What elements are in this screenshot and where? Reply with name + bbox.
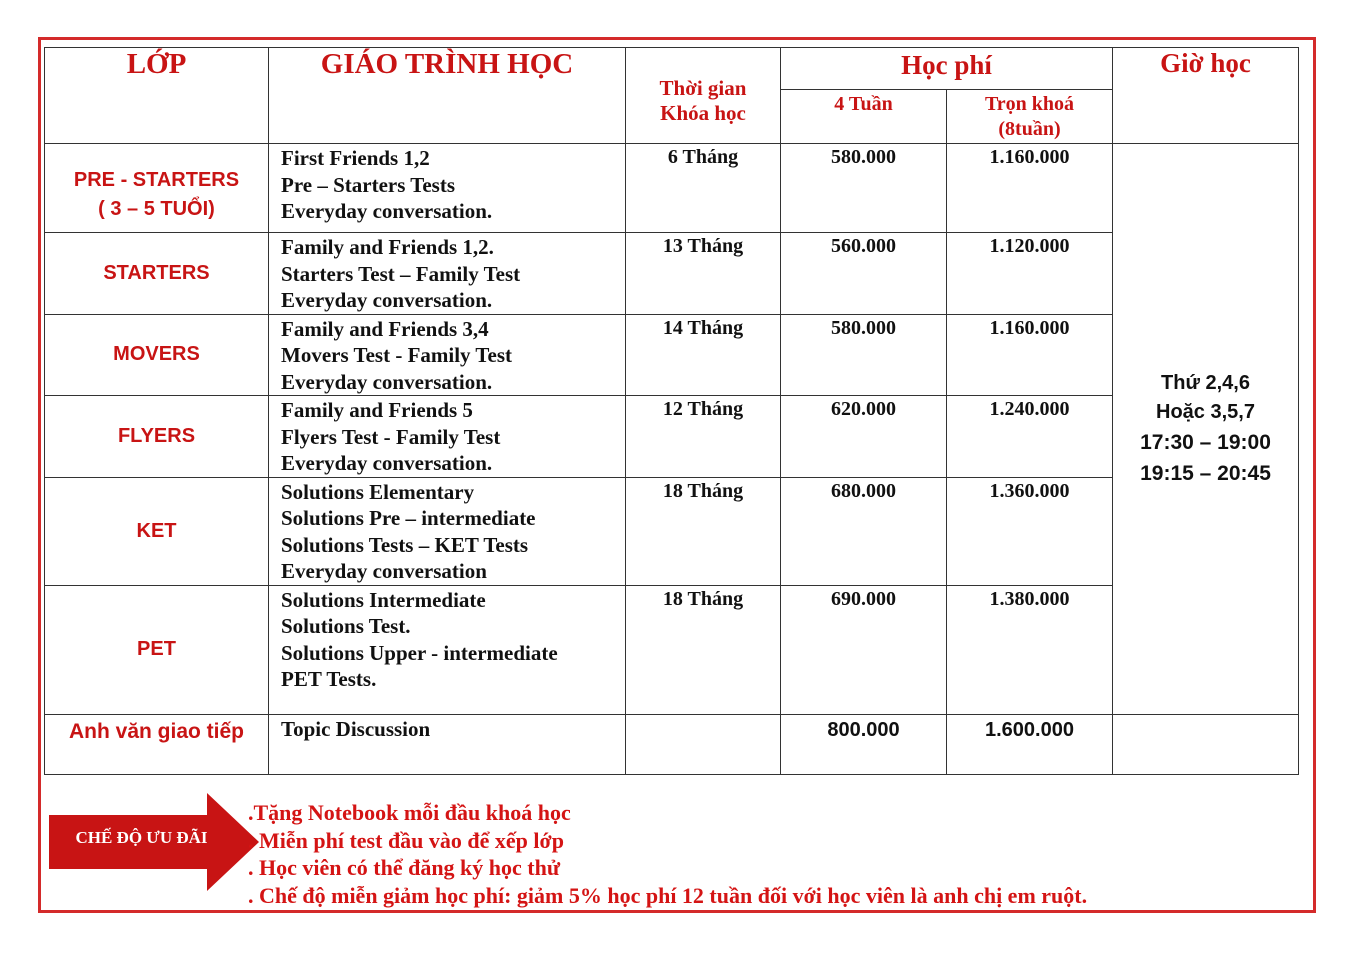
fee-4w-cell: 560.000 bbox=[781, 233, 947, 315]
table-row bbox=[45, 714, 1299, 774]
header-tron-khoa-line1: Trọn khoá bbox=[984, 93, 1075, 115]
fee-full-cell: 1.380.000 bbox=[947, 585, 1113, 714]
duration-cell: 18 Tháng bbox=[626, 477, 781, 585]
book-line: Everyday conversation. bbox=[281, 199, 493, 223]
class-cell bbox=[45, 144, 269, 233]
schedule-empty-cell bbox=[1113, 714, 1299, 774]
book-line: Everyday conversation. bbox=[281, 288, 493, 312]
fee-full-cell: 1.240.000 bbox=[947, 396, 1113, 478]
book-line: Everyday conversation. bbox=[281, 451, 493, 475]
duration-cell: 6 Tháng bbox=[626, 144, 781, 233]
book-line: Solutions Pre – intermediate bbox=[281, 506, 536, 530]
table-row bbox=[45, 144, 1299, 233]
schedule-cell bbox=[1113, 144, 1299, 715]
book-line: Solutions Test. bbox=[281, 614, 411, 638]
fee-full-cell: 1.600.000 bbox=[947, 714, 1113, 774]
fee-4w-cell: 680.000 bbox=[781, 477, 947, 585]
promo-item: . Chế độ miễn giảm học phí: giảm 5% học phí 12 tuần đối với học viên là anh chị em ruột. bbox=[248, 882, 1088, 908]
class-name: PRE - STARTERS bbox=[73, 169, 240, 191]
header-4-tuan: 4 Tuần bbox=[781, 90, 947, 144]
fee-4w-cell: 690.000 bbox=[781, 585, 947, 714]
book-line: First Friends 1,2 bbox=[281, 146, 430, 170]
header-lop: LỚP bbox=[45, 48, 269, 144]
book-line: Starters Test – Family Test bbox=[281, 261, 521, 286]
table-row bbox=[45, 585, 1299, 714]
book-line: Family and Friends 5 bbox=[281, 398, 473, 422]
books-cell bbox=[269, 585, 626, 714]
table-row bbox=[45, 477, 1299, 585]
class-cell: PET bbox=[45, 585, 269, 714]
book-line: Everyday conversation. bbox=[281, 369, 493, 394]
fee-full-cell: 1.160.000 bbox=[947, 314, 1113, 396]
header-thoi-gian-line1: Thời gian bbox=[659, 76, 747, 100]
schedule-days: Thứ 2,4,6 bbox=[1161, 371, 1250, 394]
table-row bbox=[45, 396, 1299, 478]
duration-cell: 12 Tháng bbox=[626, 396, 781, 478]
book-line: Solutions Upper - intermediate bbox=[281, 640, 558, 665]
book-line: Family and Friends 3,4 bbox=[281, 316, 489, 341]
header-tron-khoa bbox=[947, 90, 1113, 144]
fee-full-cell: 1.160.000 bbox=[947, 144, 1113, 233]
book-line: Flyers Test - Family Test bbox=[281, 424, 501, 449]
header-row bbox=[45, 48, 1299, 90]
fee-4w-cell: 800.000 bbox=[781, 714, 947, 774]
header-thoi-gian bbox=[626, 48, 781, 144]
table-row bbox=[45, 233, 1299, 315]
header-tron-khoa-line2: (8tuần) bbox=[998, 118, 1061, 140]
duration-cell: 18 Tháng bbox=[626, 585, 781, 714]
tuition-table bbox=[44, 47, 1299, 775]
class-cell: FLYERS bbox=[45, 396, 269, 478]
books-cell bbox=[269, 714, 626, 774]
fee-full-cell: 1.360.000 bbox=[947, 477, 1113, 585]
duration-cell: 14 Tháng bbox=[626, 314, 781, 396]
header-thoi-gian-line2: Khóa học bbox=[660, 101, 746, 125]
book-line: Movers Test - Family Test bbox=[281, 343, 512, 367]
schedule-days-alt: Hoặc 3,5,7 bbox=[1156, 400, 1255, 423]
book-line: Pre – Starters Tests bbox=[281, 172, 455, 197]
promo-label: CHẾ ĐỘ ƯU ĐÃI bbox=[75, 828, 208, 847]
book-line: Solutions Tests – KET Tests bbox=[281, 532, 529, 557]
fee-4w-cell: 580.000 bbox=[781, 314, 947, 396]
fee-full-cell: 1.120.000 bbox=[947, 233, 1113, 315]
book-line: Everyday conversation bbox=[281, 559, 487, 583]
header-giao-trinh: GIÁO TRÌNH HỌC bbox=[269, 48, 626, 144]
class-age: ( 3 – 5 TUỔI) bbox=[98, 198, 215, 220]
books-cell bbox=[269, 233, 626, 315]
book-line: Solutions Intermediate bbox=[281, 587, 486, 612]
book-line: Topic Discussion bbox=[281, 716, 431, 741]
promo-item: . Học viên có thể đăng ký học thử bbox=[248, 855, 561, 880]
books-cell bbox=[269, 314, 626, 396]
promo-item: . Miễn phí test đầu vào để xếp lớp bbox=[248, 827, 564, 853]
books-cell bbox=[269, 477, 626, 585]
schedule-time-1: 17:30 – 19:00 bbox=[1140, 430, 1271, 454]
book-line: Family and Friends 1,2. bbox=[281, 235, 494, 259]
class-cell: KET bbox=[45, 477, 269, 585]
header-hoc-phi: Học phí bbox=[781, 48, 1113, 90]
fee-4w-cell: 620.000 bbox=[781, 396, 947, 478]
book-line: Solutions Elementary bbox=[281, 479, 475, 504]
fee-4w-cell: 580.000 bbox=[781, 144, 947, 233]
class-cell: Anh văn giao tiếp bbox=[45, 714, 269, 774]
promo-list bbox=[248, 799, 1298, 909]
header-gio-hoc: Giờ học bbox=[1113, 48, 1299, 144]
class-cell: STARTERS bbox=[45, 233, 269, 315]
duration-cell: 13 Tháng bbox=[626, 233, 781, 315]
books-cell bbox=[269, 396, 626, 478]
table-row bbox=[45, 314, 1299, 396]
books-cell bbox=[269, 144, 626, 233]
class-cell: MOVERS bbox=[45, 314, 269, 396]
schedule-time-2: 19:15 – 20:45 bbox=[1140, 461, 1271, 485]
promo-item: .Tặng Notebook mỗi đầu khoá học bbox=[248, 800, 571, 825]
duration-cell bbox=[626, 714, 781, 774]
book-line: PET Tests. bbox=[281, 667, 377, 691]
